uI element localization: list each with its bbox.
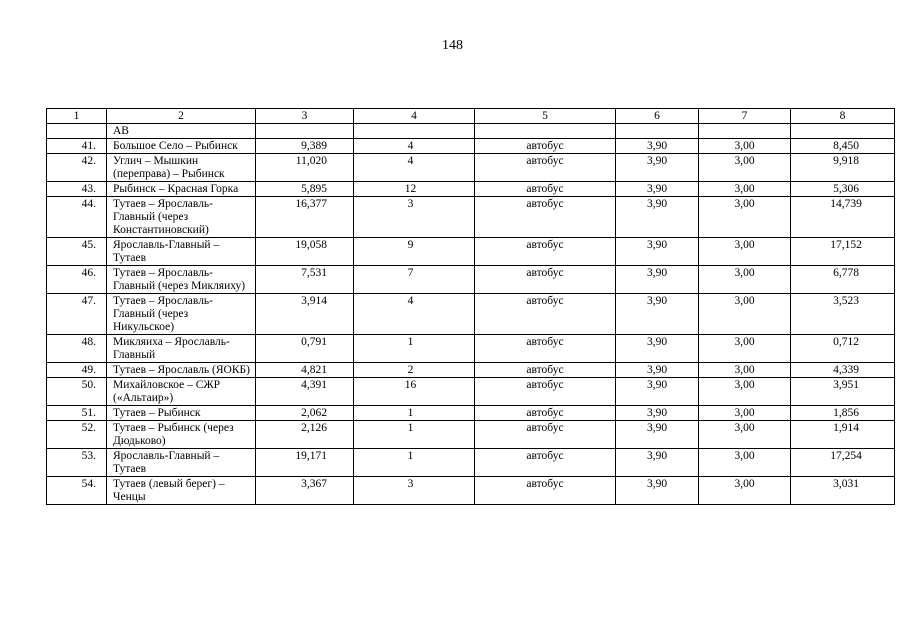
value-col3: 3,367 — [256, 477, 354, 505]
row-number: 46. — [47, 266, 107, 294]
route-name: Тутаев – Ярославль-Главный (через Никульское) — [107, 294, 256, 335]
routes-table — [46, 108, 895, 505]
value-col4: 1 — [354, 449, 475, 477]
route-name: Тутаев – Ярославль (ЯОКБ) — [107, 363, 256, 378]
table-row — [47, 197, 895, 238]
header-cell: 7 — [699, 109, 791, 124]
value-col3: 2,062 — [256, 406, 354, 421]
route-name: Тутаев – Рыбинск (через Дюдьково) — [107, 421, 256, 449]
header-cell: 2 — [107, 109, 256, 124]
value-col4: 12 — [354, 182, 475, 197]
value-col7: 3,00 — [699, 335, 791, 363]
value-col3: 16,377 — [256, 197, 354, 238]
table-row — [47, 363, 895, 378]
table-row — [47, 421, 895, 449]
value-col7: 3,00 — [699, 197, 791, 238]
value-col4: 1 — [354, 406, 475, 421]
route-name: Ярославль-Главный – Тутаев — [107, 238, 256, 266]
table-cell — [47, 124, 107, 139]
value-col4: 1 — [354, 335, 475, 363]
value-col4: 4 — [354, 154, 475, 182]
value-col4: 7 — [354, 266, 475, 294]
continuation-text: АВ — [107, 124, 256, 139]
value-col7: 3,00 — [699, 477, 791, 505]
value-col3: 5,895 — [256, 182, 354, 197]
table-row — [47, 406, 895, 421]
value-col7: 3,00 — [699, 378, 791, 406]
value-col8: 1,856 — [791, 406, 895, 421]
table-row — [47, 238, 895, 266]
transport-type: автобус — [475, 266, 616, 294]
value-col7: 3,00 — [699, 154, 791, 182]
value-col8: 3,523 — [791, 294, 895, 335]
value-col3: 11,020 — [256, 154, 354, 182]
header-cell: 8 — [791, 109, 895, 124]
row-number: 42. — [47, 154, 107, 182]
value-col8: 0,712 — [791, 335, 895, 363]
table-row — [47, 154, 895, 182]
table-cell — [256, 124, 354, 139]
value-col3: 4,391 — [256, 378, 354, 406]
value-col7: 3,00 — [699, 406, 791, 421]
transport-type: автобус — [475, 197, 616, 238]
table-cell — [699, 124, 791, 139]
value-col7: 3,00 — [699, 363, 791, 378]
route-name: Большое Село – Рыбинск — [107, 139, 256, 154]
transport-type: автобус — [475, 154, 616, 182]
row-number: 41. — [47, 139, 107, 154]
value-col4: 3 — [354, 477, 475, 505]
value-col6: 3,90 — [616, 139, 699, 154]
value-col8: 5,306 — [791, 182, 895, 197]
value-col6: 3,90 — [616, 477, 699, 505]
route-name: Тутаев – Ярославль-Главный (через Микляиху) — [107, 266, 256, 294]
value-col8: 8,450 — [791, 139, 895, 154]
table-cell — [791, 124, 895, 139]
value-col8: 3,031 — [791, 477, 895, 505]
value-col7: 3,00 — [699, 182, 791, 197]
value-col8: 17,152 — [791, 238, 895, 266]
value-col4: 4 — [354, 294, 475, 335]
value-col3: 2,126 — [256, 421, 354, 449]
value-col3: 7,531 — [256, 266, 354, 294]
value-col8: 14,739 — [791, 197, 895, 238]
value-col6: 3,90 — [616, 378, 699, 406]
row-number: 53. — [47, 449, 107, 477]
transport-type: автобус — [475, 421, 616, 449]
table-row — [47, 139, 895, 154]
value-col6: 3,90 — [616, 238, 699, 266]
value-col7: 3,00 — [699, 266, 791, 294]
header-cell: 5 — [475, 109, 616, 124]
value-col6: 3,90 — [616, 294, 699, 335]
value-col6: 3,90 — [616, 335, 699, 363]
value-col7: 3,00 — [699, 139, 791, 154]
value-col3: 4,821 — [256, 363, 354, 378]
header-cell: 1 — [47, 109, 107, 124]
value-col3: 3,914 — [256, 294, 354, 335]
row-number: 50. — [47, 378, 107, 406]
value-col7: 3,00 — [699, 294, 791, 335]
value-col8: 3,951 — [791, 378, 895, 406]
transport-type: автобус — [475, 477, 616, 505]
transport-type: автобус — [475, 363, 616, 378]
route-name: Михайловское – СЖР («Альтаир») — [107, 378, 256, 406]
transport-type: автобус — [475, 294, 616, 335]
row-number: 49. — [47, 363, 107, 378]
table-row — [47, 182, 895, 197]
table-row — [47, 477, 895, 505]
table-cell — [616, 124, 699, 139]
table-header-row — [47, 109, 895, 124]
table-row — [47, 449, 895, 477]
table-row — [47, 378, 895, 406]
value-col4: 1 — [354, 421, 475, 449]
value-col4: 4 — [354, 139, 475, 154]
route-name: Тутаев – Рыбинск — [107, 406, 256, 421]
header-cell: 3 — [256, 109, 354, 124]
row-number: 43. — [47, 182, 107, 197]
row-number: 48. — [47, 335, 107, 363]
table-row — [47, 294, 895, 335]
value-col7: 3,00 — [699, 449, 791, 477]
value-col6: 3,90 — [616, 197, 699, 238]
route-name: Углич – Мышкин (переправа) – Рыбинск — [107, 154, 256, 182]
transport-type: автобус — [475, 335, 616, 363]
table-row — [47, 266, 895, 294]
header-cell: 4 — [354, 109, 475, 124]
table-row — [47, 335, 895, 363]
value-col8: 17,254 — [791, 449, 895, 477]
value-col3: 19,171 — [256, 449, 354, 477]
route-name: Тутаев (левый берег) – Ченцы — [107, 477, 256, 505]
value-col8: 6,778 — [791, 266, 895, 294]
row-number: 45. — [47, 238, 107, 266]
value-col3: 0,791 — [256, 335, 354, 363]
continuation-row — [47, 124, 895, 139]
route-name: Тутаев – Ярославль-Главный (через Константиновский) — [107, 197, 256, 238]
value-col6: 3,90 — [616, 421, 699, 449]
value-col8: 1,914 — [791, 421, 895, 449]
table-cell — [354, 124, 475, 139]
value-col3: 9,389 — [256, 139, 354, 154]
row-number: 54. — [47, 477, 107, 505]
value-col6: 3,90 — [616, 406, 699, 421]
row-number: 52. — [47, 421, 107, 449]
transport-type: автобус — [475, 238, 616, 266]
value-col4: 3 — [354, 197, 475, 238]
value-col6: 3,90 — [616, 449, 699, 477]
row-number: 44. — [47, 197, 107, 238]
table-cell — [475, 124, 616, 139]
value-col8: 4,339 — [791, 363, 895, 378]
transport-type: автобус — [475, 378, 616, 406]
value-col8: 9,918 — [791, 154, 895, 182]
value-col6: 3,90 — [616, 363, 699, 378]
value-col7: 3,00 — [699, 238, 791, 266]
transport-type: автобус — [475, 182, 616, 197]
page-number: 148 — [442, 38, 463, 53]
route-name: Ярославль-Главный – Тутаев — [107, 449, 256, 477]
value-col3: 19,058 — [256, 238, 354, 266]
transport-type: автобус — [475, 139, 616, 154]
value-col6: 3,90 — [616, 266, 699, 294]
value-col6: 3,90 — [616, 154, 699, 182]
transport-type: автобус — [475, 406, 616, 421]
row-number: 51. — [47, 406, 107, 421]
value-col4: 9 — [354, 238, 475, 266]
value-col6: 3,90 — [616, 182, 699, 197]
transport-type: автобус — [475, 449, 616, 477]
value-col4: 2 — [354, 363, 475, 378]
route-name: Рыбинск – Красная Горка — [107, 182, 256, 197]
value-col4: 16 — [354, 378, 475, 406]
route-name: Микляиха – Ярославль-Главный — [107, 335, 256, 363]
header-cell: 6 — [616, 109, 699, 124]
value-col7: 3,00 — [699, 421, 791, 449]
row-number: 47. — [47, 294, 107, 335]
